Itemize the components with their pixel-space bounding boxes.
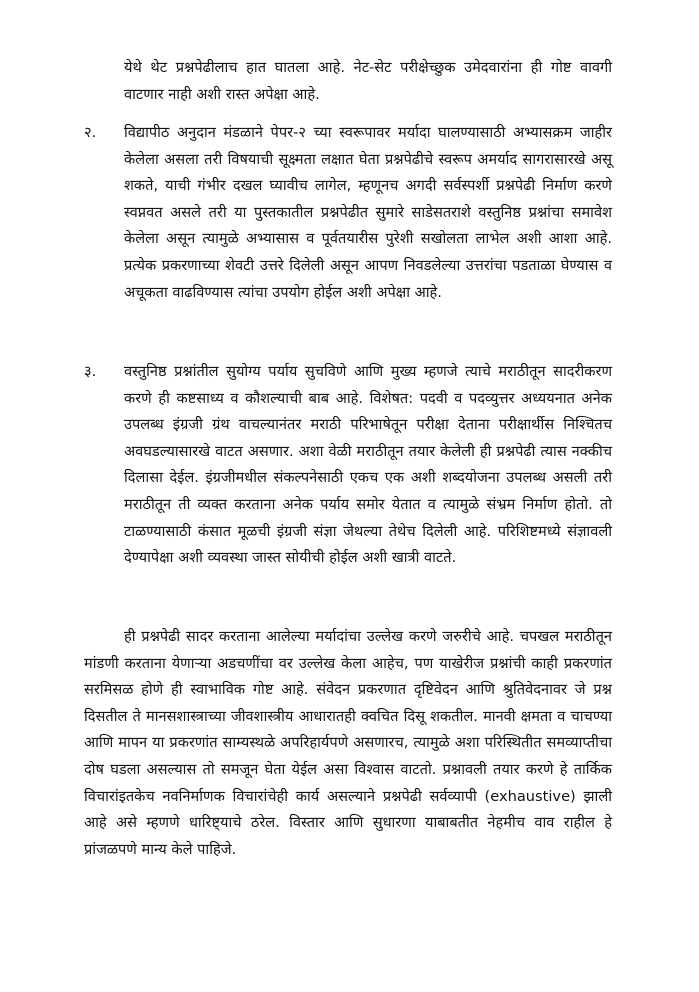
list-item-text: विद्यापीठ अनुदान मंडळाने पेपर-२ च्या स्वरूपावर मर्यादा घालण्यासाठी अभ्यासक्रम जाहीर केलेला असला तरी विषयाची सूक्ष्मता लक्षात घेता प्रश्नपेढीचे स्वरूप अमर्याद सागरासारखे असू शकते, याची गंभीर दखल घ्यावीच लागेल, म्हणूनच अगदी सर्वस्पर्शी प्रश्नपेढी निर्माण करणे स्वप्नवत असले तरी या पुस्तकातील प्रश्नपेढीत सुमारे साडेसतराशे वस्तुनिष्ठ प्रश्नांचा समावेश केलेला असून त्यामुळे अभ्यासास व पूर्वतयारीस पुरेशी सखोलता लाभेल अशी आशा आहे. प्रत्येक प्रकरणाच्या शेवटी उत्तरे दिलेली असून आपण निवडलेल्या उत्तरांचा पडताळा घेण्यास व अचूकता वाढविण्यास त्यांचा उपयोग होईल अशी अपेक्षा आहे. [124, 124, 612, 301]
continuation-paragraph: येथे थेट प्रश्नपेढीलाच हात घातला आहे. नेट-सेट परीक्षेच्छुक उमेदवारांना ही गोष्ट वावगी वाटणार नाही अशी रास्त अपेक्षा आहे. [124, 59, 612, 103]
list-item-number: २. [84, 124, 97, 141]
list-item-number: ३. [84, 363, 97, 380]
list-item-text: वस्तुनिष्ठ प्रश्नांतील सुयोग्य पर्याय सुचविणे आणि मुख्य म्हणजे त्याचे मराठीतून सादरीकरण करणे ही कष्टसाध्य व कौशल्याची बाब आहे. विशेषत: पदवी व पदव्युत्तर अध्ययनात अनेक उपलब्ध इंग्रजी ग्रंथ वाचल्यानंतर मराठी परिभाषेतून परीक्षा देताना परीक्षार्थीस निश्चितच अवघडल्यासारखे वाटत असणार. अशा वेळी मराठीतून तयार केलेली ही प्रश्नपेढी त्यास नक्कीच दिलासा देईल. इंग्रजीमधील संकल्पनेसाठी एकच एक अशी शब्दयोजना उपलब्ध असली तरी मराठीतून ती व्यक्त करताना अनेक पर्याय समोर येतात व त्यामुळे संभ्रम निर्माण होतो. तो टाळण्यासाठी कंसात मूळची इंग्रजी संज्ञा जेथल्या तेथेच दिलेली आहे. परिशिष्टमध्ये संज्ञावली देण्यापेक्षा अशी व्यवस्था जास्त सोयीची होईल अशी खात्री वाटते. [124, 363, 612, 567]
closing-paragraph: ही प्रश्नपेढी सादर करताना आलेल्या मर्यादांचा उल्लेख करणे जरुरीचे आहे. चपखल मराठीतून मांडणी करताना येणाऱ्या अडचणींचा वर उल्लेख केला आहेच, पण याखेरीज प्रश्नांची काही प्रकरणांत सरमिसळ होणे ही स्वाभाविक गोष्ट आहे. संवेदन प्रकरणात दृष्टिवेदन आणि श्रुतिवेदनावर जे प्रश्न दिसतील ते मानसशास्त्राच्या जीवशास्त्रीय आधारातही क्वचित दिसू शकतील. मानवी क्षमता व चाचण्या आणि मापन या प्रकरणांत साम्यस्थळे अपरिहार्यपणे असणारच, त्यामुळे अशा परिस्थितीत समव्याप्तीचा दोष घडला असल्यास तो समजून घेता येईल असा विश्वास वाटतो. प्रश्नावली तयार करणे हे तार्किक विचारांइतकेच नवनिर्माणक विचारांचेही कार्य असल्याने प्रश्नपेढी सर्वव्यापी (exhaustive) झाली आहे असे म्हणणे धारिष्ट्याचे ठरेल. विस्तार आणि सुधारणा याबाबतीत नेहमीच वाव राहील हे प्रांजळपणे मान्य केले पाहिजे. [84, 628, 612, 858]
